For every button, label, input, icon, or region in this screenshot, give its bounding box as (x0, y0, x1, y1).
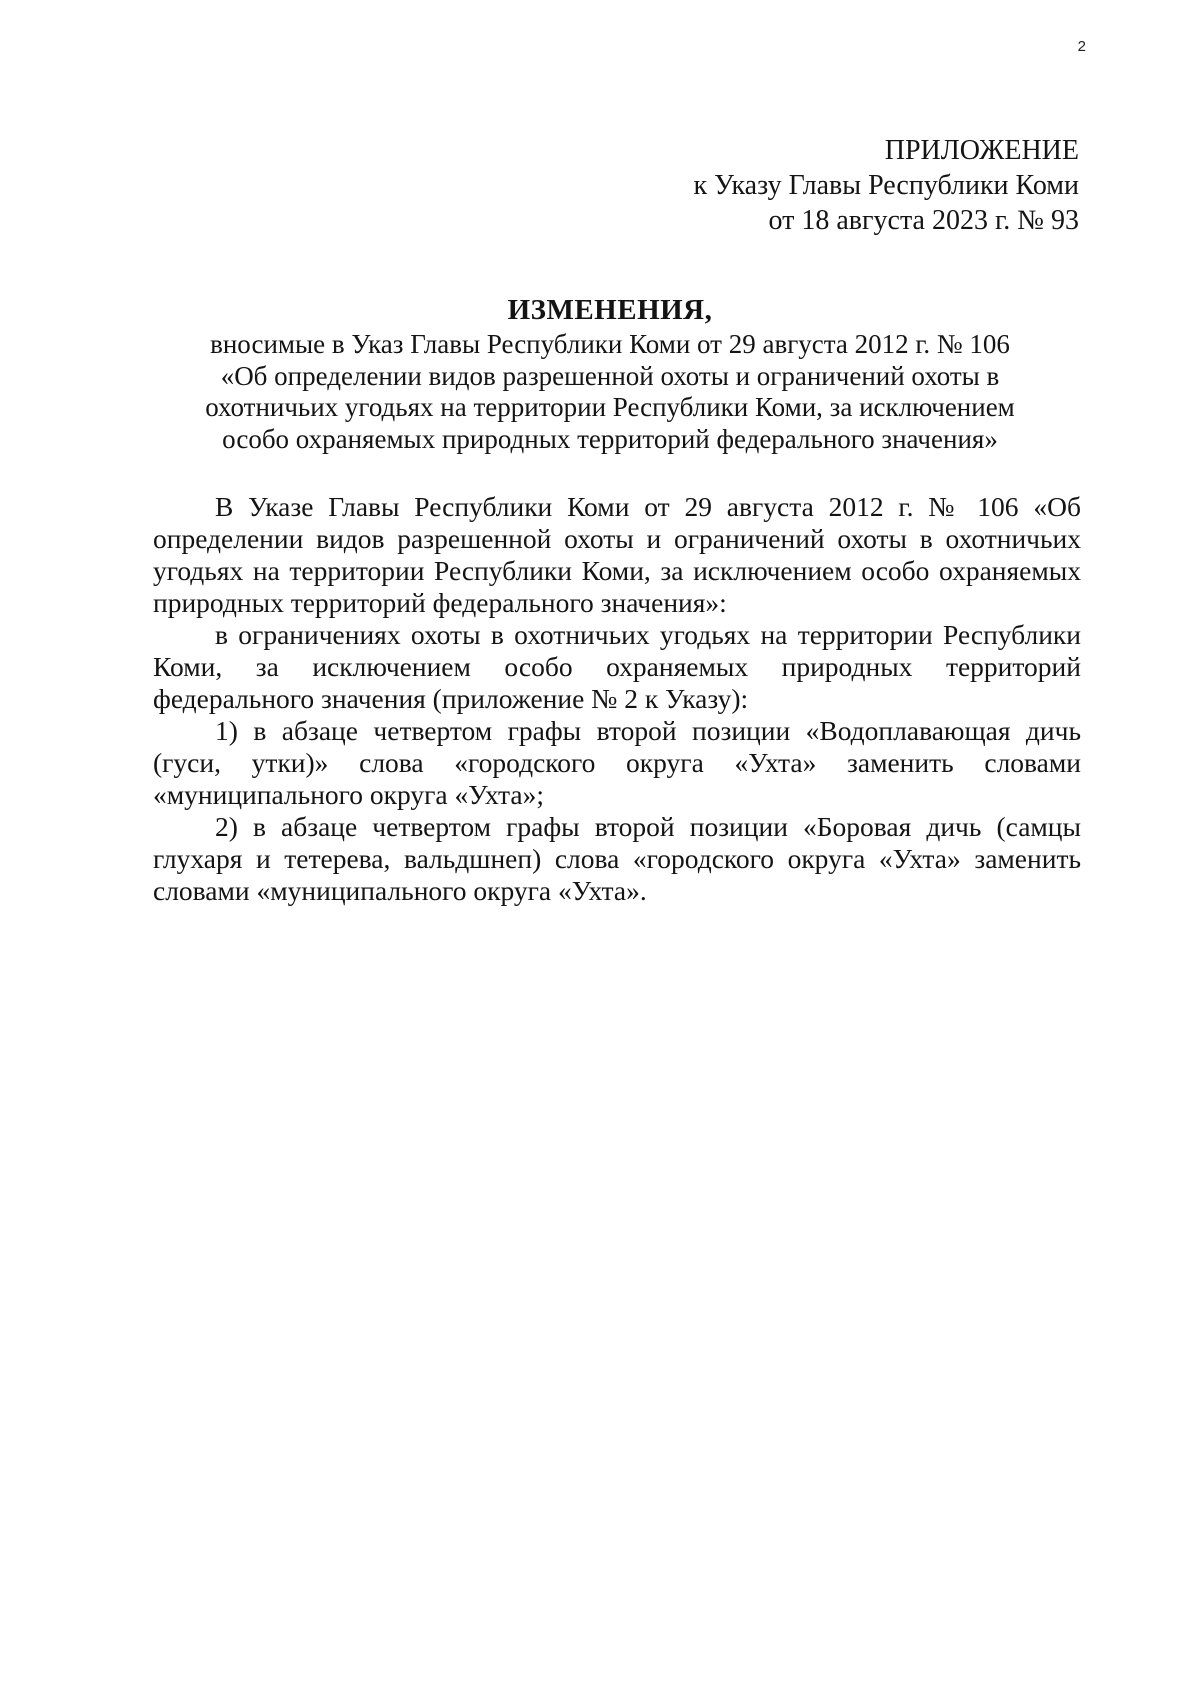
subtitle-line: охотничьих угодьях на территории Республики Коми, за исключением (205, 392, 1015, 422)
appendix-label: ПРИЛОЖЕНИЕ (884, 135, 1079, 166)
subtitle-line: вносимые в Указ Главы Республики Коми от 29 августа 2012 г. № 106 (210, 329, 1010, 359)
body-paragraph-item-2: 2) в абзаце четвертом графы второй позиции «Боровая дичь (самцы глухаря и тетерева, вальдшнеп) слова «городского округа «Ухта» заменить словами «муниципального округа «Ухта». (153, 811, 1081, 906)
document-title: ИЗМЕНЕНИЯ, (507, 294, 713, 326)
subtitle-line: «Об определении видов разрешенной охоты и ограничений охоты в (220, 360, 1000, 391)
appendix-decree-date: от 18 августа 2023 г. № 93 (768, 205, 1079, 236)
appendix-header (694, 133, 1079, 238)
body-paragraph-item-1: 1) в абзаце четвертом графы второй позиции «Водоплавающая дичь (гуси, утки)» слова «городского округа «Ухта» заменить словами «муниципального округа «Ухта»; (153, 715, 1081, 810)
subtitle-line: особо охраняемых природных территорий федерального значения» (222, 423, 998, 454)
document-subtitle (140, 329, 1080, 455)
page-number: 2 (1077, 38, 1086, 55)
document-heading (140, 292, 1080, 455)
body-paragraph-restrictions: в ограничениях охоты в охотничьих угодьях на территории Республики Коми, за исключением особо охраняемых природных территорий федерального значения (приложение № 2 к Указу): (153, 619, 1081, 714)
document-body (153, 491, 1081, 907)
body-paragraph-intro: В Указе Главы Республики Коми от 29 августа 2012 г. № 106 «Об определении видов разрешенной охоты и ограничений охоты в охотничьих угодьях на территории Республики Коми, за исключением особо охраняемых природных территорий федерального значения»: (153, 491, 1081, 618)
appendix-decree-reference: к Указу Главы Республики Коми (693, 170, 1079, 201)
